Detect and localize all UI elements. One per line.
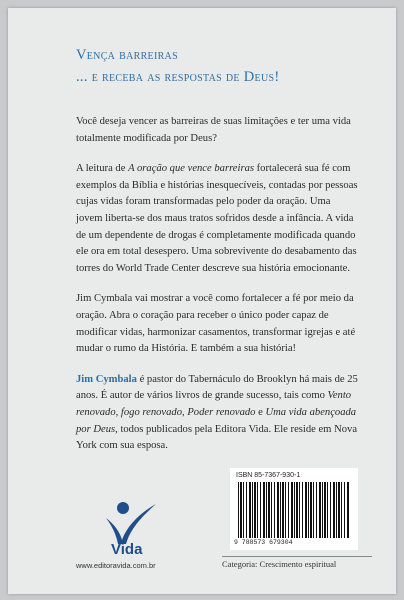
isbn-number: ISBN 85-7367-930-1 bbox=[236, 472, 301, 479]
publisher-logo-text: Vida bbox=[111, 541, 143, 558]
author-name: Jim Cymbala bbox=[76, 373, 137, 385]
summary-rest: fortalecerá sua fé com exemplos da Bíblia e histórias inesquecíveis, contadas por pessoas cujas vidas foram transformadas pelo poder da oração. Uma jovem liberta-se dos maus tratos sofridos desde a infância. A vida de um dependente de drogas é completamente modificada quando ele ora em total desespero. Uma sobrevivente do desabamento das torres do World Trade Center descreve sua história emocionante. bbox=[76, 163, 358, 274]
book-title: A oração que vence barreiras bbox=[128, 163, 254, 175]
author-bio-2: , todos publicados pela Editora Vida. Ele reside em Nova York com sua esposa. bbox=[76, 423, 358, 452]
body-text bbox=[76, 114, 358, 469]
paragraph-question: Você deseja vencer as barreiras de suas limitações e ter uma vida totalmente modificada por Deus? bbox=[76, 116, 351, 144]
headline-line-1: Vença barreiras bbox=[76, 47, 178, 63]
category-label: Categoria: Crescimento espiritual bbox=[222, 556, 372, 569]
barcode-digits: 9 788573 679304 bbox=[234, 539, 293, 546]
author-bio-1: é pastor do Tabernáculo do Brooklyn há mais de 25 anos. É autor de vários livros de grande sucesso, tais como bbox=[76, 373, 358, 402]
barcode-bars bbox=[238, 482, 350, 538]
other-book-2: Poder renovado bbox=[187, 406, 256, 418]
paragraph-summary bbox=[76, 161, 358, 277]
headline bbox=[76, 44, 386, 88]
other-book-3: Uma vida abençoada por Deus bbox=[76, 406, 357, 435]
author-bio bbox=[76, 372, 358, 455]
headline-line-2: ... e receba as respostas de Deus! bbox=[76, 69, 280, 85]
back-cover bbox=[8, 8, 396, 594]
separator: , bbox=[182, 406, 188, 418]
separator: e bbox=[255, 406, 266, 418]
paragraph-promise: Jim Cymbala vai mostrar a você como fortalecer a fé por meio da oração. Abra o coração para receber o único poder capaz de modificar vidas, harmonizar casamentos, transformar igrejas e até mudar o rumo da História. E também a sua história! bbox=[76, 293, 356, 355]
barcode bbox=[230, 468, 358, 550]
publisher-website: www.editoravida.com.br bbox=[76, 561, 156, 570]
other-book-1: Vento renovado, fogo renovado bbox=[76, 390, 352, 418]
summary-intro: A leitura de bbox=[76, 163, 129, 175]
